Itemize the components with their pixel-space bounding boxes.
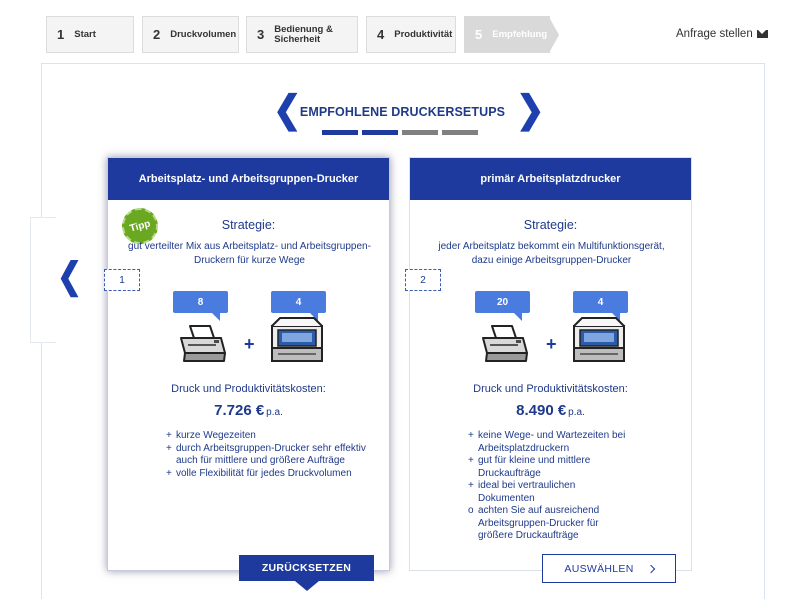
step-label: Empfehlung — [492, 28, 548, 40]
workstation-printer-icon — [176, 323, 228, 365]
carousel-dot[interactable] — [442, 130, 478, 135]
step-empfehlung[interactable] — [464, 16, 550, 53]
setup-card-2[interactable] — [409, 157, 692, 571]
step-bedienung-sicherheit[interactable] — [246, 16, 358, 53]
bullet-mark: o — [468, 505, 474, 516]
price-unit: p.a. — [266, 407, 283, 418]
list-item — [166, 468, 366, 481]
step-number: 4 — [377, 27, 385, 42]
workstation-printer-icon — [478, 323, 530, 365]
plus-sign: + — [244, 334, 255, 354]
envelope-icon — [757, 30, 768, 38]
bullet-text: kurze Wegezeiten — [176, 430, 256, 441]
step-start[interactable] — [46, 16, 134, 53]
step-produktivitaet[interactable] — [366, 16, 456, 53]
list-item — [468, 480, 633, 505]
tipp-badge: Tipp — [118, 204, 162, 248]
bullet-mark: + — [166, 442, 172, 454]
strategy-text: gut verteilter Mix aus Arbeitsplatz- und Arbeitsgruppen-Druckern für kurze Wege — [128, 241, 371, 266]
step-label: Druckvolumen — [170, 28, 237, 40]
step-number: 1 — [57, 27, 65, 42]
side-tab — [30, 217, 56, 343]
step-number: 5 — [475, 27, 483, 42]
carousel-prev-arrow-icon[interactable]: ❮ — [273, 89, 302, 131]
page-title: EMPFOHLENE DRUCKERSETUPS — [299, 105, 506, 119]
carousel-dot[interactable] — [322, 130, 358, 135]
select-button[interactable] — [542, 554, 676, 583]
step-label: Bedienung & Sicherheit — [274, 23, 333, 45]
carousel-dot[interactable] — [362, 130, 398, 135]
bullet-mark: + — [468, 480, 474, 491]
price-value: 7.726 € — [214, 402, 265, 419]
workstation-printer-count: 8 — [173, 291, 228, 313]
plus-sign: + — [546, 334, 557, 354]
step-number: 2 — [153, 27, 161, 42]
step-label: Produktivität — [394, 28, 453, 40]
benefit-list — [166, 430, 366, 480]
request-label: Anfrage stellen — [676, 28, 753, 40]
price — [410, 402, 691, 419]
carousel-dot[interactable] — [402, 130, 438, 135]
carousel-next-arrow-icon[interactable]: ❯ — [516, 89, 545, 131]
bullet-mark: + — [166, 467, 172, 479]
card-title: primär Arbeitsplatzdrucker — [410, 158, 691, 200]
bullet-mark: + — [166, 430, 172, 441]
workgroup-printer-icon — [268, 316, 326, 366]
bullet-text: gut für kleine und mittlere Druckaufträge — [478, 455, 591, 479]
price-value: 8.490 € — [516, 402, 567, 419]
chevron-right-icon — [646, 564, 654, 572]
select-button-label: AUSWÄHLEN — [564, 562, 634, 575]
reset-button[interactable]: ZURÜCKSETZEN — [239, 555, 374, 581]
bullet-text: durch Arbeitsgruppen-Drucker sehr effektiv auch für mittlere und größere Aufträge — [176, 442, 366, 466]
workgroup-printer-icon — [570, 316, 628, 366]
strategy-text: jeder Arbeitsplatz bekommt ein Multifunktionsgerät, dazu einige Arbeitsgruppen-Drucker — [438, 241, 665, 266]
price — [108, 402, 389, 419]
bullet-mark: + — [468, 455, 474, 466]
side-prev-arrow-icon[interactable]: ❮ — [57, 256, 83, 297]
cost-label: Druck und Produktivitätskosten: — [171, 383, 326, 395]
card-title: Arbeitsplatz- und Arbeitsgruppen-Drucker — [108, 158, 389, 200]
bullet-text: ideal bei vertraulichen Dokumenten — [478, 480, 576, 504]
step-label: Start — [74, 28, 96, 40]
list-item — [468, 430, 633, 455]
list-item — [166, 443, 366, 468]
workgroup-printer-count: 4 — [573, 291, 628, 313]
workstation-printer-count: 20 — [475, 291, 530, 313]
bullet-text: keine Wege- und Wartezeiten bei Arbeitsplatzdruckern — [478, 430, 626, 454]
list-item — [468, 505, 633, 543]
bullet-text: achten Sie auf ausreichend Arbeitsgruppen-Drucker für größere Druckaufträge — [478, 505, 600, 541]
strategy-label: Strategie: — [221, 218, 276, 232]
cost-label: Druck und Produktivitätskosten: — [473, 383, 628, 395]
request-link[interactable] — [676, 28, 768, 40]
bullet-mark: + — [468, 430, 474, 441]
price-unit: p.a. — [568, 407, 585, 418]
strategy-label: Strategie: — [523, 218, 578, 232]
card-marker-2: 2 — [405, 269, 441, 291]
setup-card-1[interactable] — [107, 157, 390, 571]
bullet-text: volle Flexibilität für jedes Druckvolumen — [176, 467, 352, 479]
workgroup-printer-count: 4 — [271, 291, 326, 313]
benefit-list — [468, 430, 633, 543]
list-item — [468, 455, 633, 480]
carousel-indicator — [322, 130, 478, 135]
list-item — [166, 430, 366, 443]
step-druckvolumen[interactable] — [142, 16, 239, 53]
card-marker-1: 1 — [104, 269, 140, 291]
step-number: 3 — [257, 27, 265, 42]
